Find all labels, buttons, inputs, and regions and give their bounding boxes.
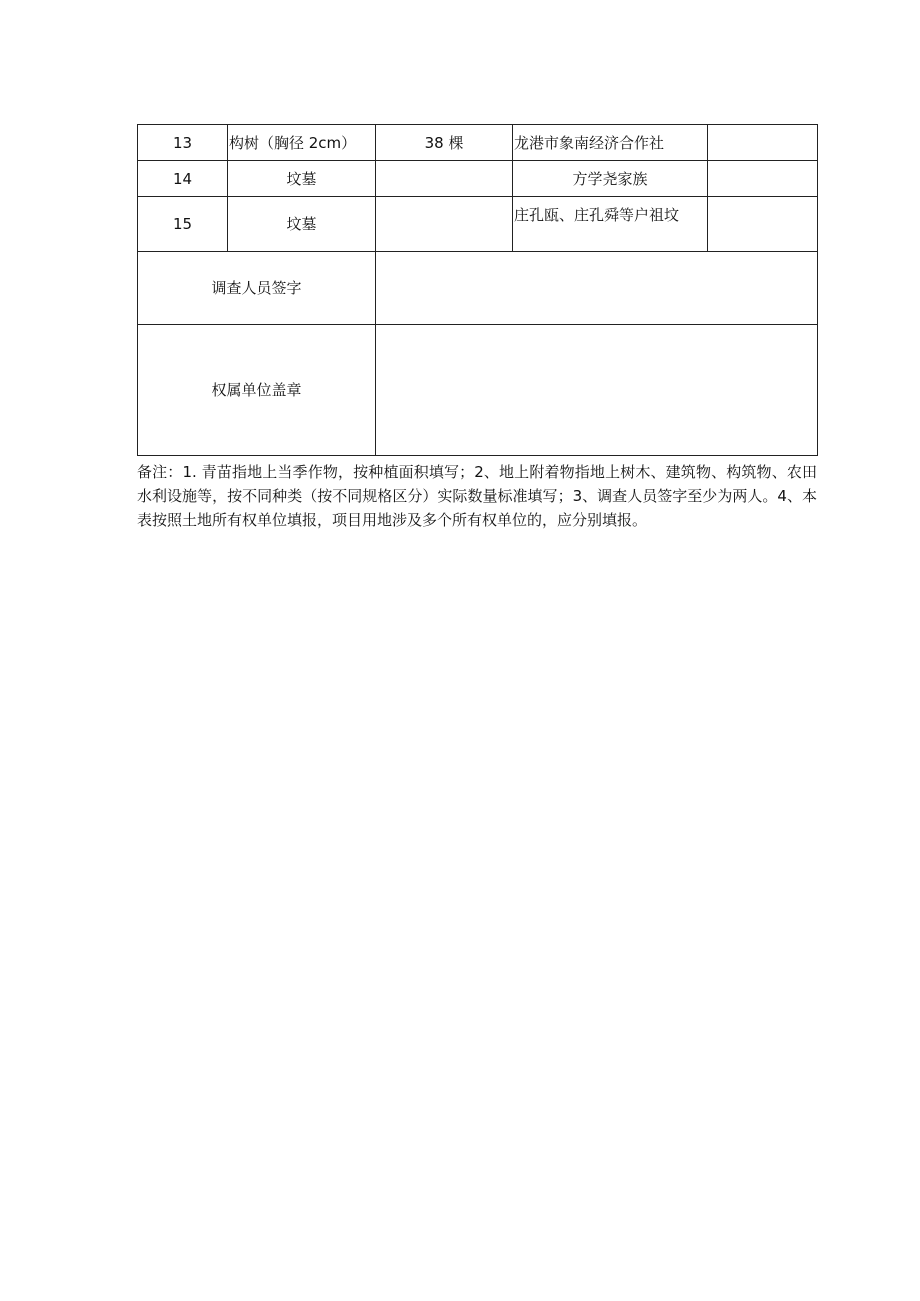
- owner-name: 庄孔瓯、庄孔舜等户祖坟: [513, 197, 708, 252]
- owner-seal-row: [138, 325, 818, 456]
- owner-name: 龙港市象南经济合作社: [513, 125, 708, 161]
- surveyor-signature-row: [138, 252, 818, 325]
- table-row: [138, 197, 818, 252]
- row-number: 13: [138, 125, 228, 161]
- item-quantity: 38 棵: [376, 125, 513, 161]
- item-quantity: [376, 197, 513, 252]
- table-row: [138, 125, 818, 161]
- remark-cell: [708, 197, 818, 252]
- remark-cell: [708, 161, 818, 197]
- item-name: 构树（胸径 2cm）: [228, 125, 376, 161]
- attachment-table: [137, 124, 818, 456]
- table-row: [138, 161, 818, 197]
- item-quantity: [376, 161, 513, 197]
- surveyor-signature-field[interactable]: [376, 252, 818, 325]
- item-name: 坟墓: [228, 197, 376, 252]
- remark-cell: [708, 125, 818, 161]
- owner-name: 方学尧家族: [513, 161, 708, 197]
- table-notes: 备注：1. 青苗指地上当季作物，按种植面积填写；2、地上附着物指地上树木、建筑物、构筑物、农田水利设施等，按不同种类（按不同规格区分）实际数量标准填写；3、调查人员签字至少为两人。4、本表按照土地所有权单位填报，项目用地涉及多个所有权单位的，应分别填报。: [137, 463, 817, 529]
- inventory-sheet: [137, 124, 817, 532]
- owner-seal-field[interactable]: [376, 325, 818, 456]
- row-number: 14: [138, 161, 228, 197]
- item-name: 坟墓: [228, 161, 376, 197]
- row-number: 15: [138, 197, 228, 252]
- owner-seal-label: 权属单位盖章: [138, 325, 376, 456]
- surveyor-signature-label: 调查人员签字: [138, 252, 376, 325]
